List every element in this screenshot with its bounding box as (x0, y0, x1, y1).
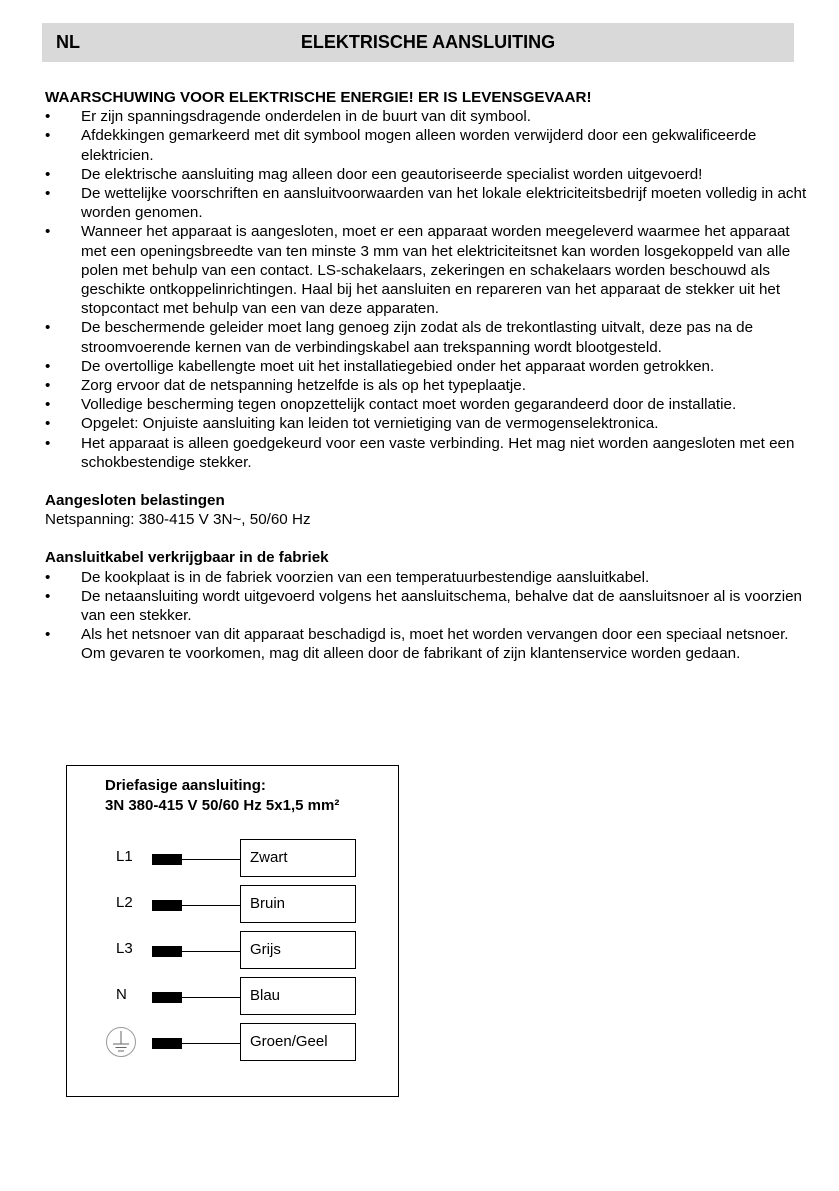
terminal-block (152, 900, 182, 911)
wire-row-l1 (67, 839, 400, 877)
diagram-title (105, 776, 339, 816)
wire-row-l3 (67, 931, 400, 969)
loads-title: Aangesloten belastingen (45, 492, 225, 510)
wire-color-box: Zwart (240, 839, 356, 877)
list-item: • Als het netsnoer van dit apparaat beschadigd is, moet het worden vervangen door een speciaal netsnoer. Om gevaren te voorkomen, mag dit alleen door de fabrikant of zijn klantenservice worden gedaan. (45, 625, 815, 663)
wire-label: N (116, 986, 127, 1003)
list-item: • De elektrische aansluiting mag alleen door een geautoriseerde specialist worden uitgevoerd! (45, 165, 815, 184)
terminal-block (152, 1038, 182, 1049)
list-item: • De beschermende geleider moet lang genoeg zijn zodat als de trekontlasting uitvalt, deze pas na de stroomvoerende kernen van de verbindingskabel aan trekspanning wordt blootgesteld. (45, 318, 815, 356)
wire-label: L2 (116, 894, 133, 911)
terminal-block (152, 946, 182, 957)
wire-line (182, 1043, 241, 1044)
loads-section (45, 491, 815, 529)
cable-section (45, 548, 815, 663)
diagram-title-line1: Driefasige aansluiting: (105, 777, 266, 794)
wire-color-box: Bruin (240, 885, 356, 923)
wire-row-l2 (67, 885, 400, 923)
list-item: • Zorg ervoor dat de netspanning hetzelfde is als op het typeplaatje. (45, 376, 815, 395)
list-item: • Opgelet: Onjuiste aansluiting kan leiden tot vernietiging van de vermogenselektronica. (45, 414, 815, 433)
list-item: • Het apparaat is alleen goedgekeurd voor een vaste verbinding. Het mag niet worden aangesloten met een schokbestendige stekker. (45, 434, 815, 472)
page-title: ELEKTRISCHE AANSLUITING (300, 32, 556, 52)
list-item: • Afdekkingen gemarkeerd met dit symbool mogen alleen worden verwijderd door een gekwalificeerde elektricien. (45, 126, 815, 164)
wire-label: L1 (116, 848, 133, 865)
list-item: • De wettelijke voorschriften en aansluitvoorwaarden van het lokale elektriciteitsbedrijf moeten volledig in acht worden genomen. (45, 184, 815, 222)
wiring-diagram (66, 765, 399, 1097)
language-code: NL (56, 32, 80, 52)
wire-label: L3 (116, 940, 133, 957)
page-header (42, 23, 794, 62)
wire-line (182, 951, 241, 952)
wire-line (182, 859, 241, 860)
wire-color-box: Grijs (240, 931, 356, 969)
list-item: • Wanneer het apparaat is aangesloten, moet er een apparaat worden meegeleverd waarmee het apparaat met een openingsbreedte van ten minste 3 mm van het elektriciteitsnet kan worden losgekoppeld van alle polen met behulp van een contact. LS-schakelaars, zekeringen en schakelaars worden beschouwd als geschikte ontkoppelinrichtingen. Haal bij het aansluiten en repareren van het apparaat de stekker uit het stopcontact met behulp van een van deze apparaten. (45, 222, 815, 318)
terminal-block (152, 854, 182, 865)
loads-text: Netspanning: 380-415 V 3N~, 50/60 Hz (45, 511, 311, 529)
list-item: • Volledige bescherming tegen onopzettelijk contact moet worden gegarandeerd door de installatie. (45, 395, 815, 414)
terminal-block (152, 992, 182, 1003)
wire-line (182, 997, 241, 998)
wire-row-ground (67, 1023, 400, 1061)
wire-color-box: Groen/Geel (240, 1023, 356, 1061)
wire-line (182, 905, 241, 906)
list-item: • Er zijn spanningsdragende onderdelen in de buurt van dit symbool. (45, 107, 815, 126)
warning-title: WAARSCHUWING VOOR ELEKTRISCHE ENERGIE! ER IS LEVENSGEVAAR! (45, 89, 592, 106)
list-item: • De netaansluiting wordt uitgevoerd volgens het aansluitschema, behalve dat de aansluitsnoer al is voorzien van een stekker. (45, 587, 815, 625)
cable-title: Aansluitkabel verkrijgbaar in de fabriek (45, 549, 329, 567)
list-item: • De overtollige kabellengte moet uit het installatiegebied onder het apparaat worden getrokken. (45, 357, 815, 376)
wire-color-box: Blau (240, 977, 356, 1015)
ground-icon (105, 1026, 137, 1058)
document-body (45, 88, 815, 664)
warning-list (45, 107, 815, 472)
wire-row-n (67, 977, 400, 1015)
cable-list (45, 568, 815, 664)
diagram-title-line2: 3N 380-415 V 50/60 Hz 5x1,5 mm² (105, 797, 340, 814)
list-item: • De kookplaat is in de fabriek voorzien van een temperatuurbestendige aansluitkabel. (45, 568, 815, 587)
